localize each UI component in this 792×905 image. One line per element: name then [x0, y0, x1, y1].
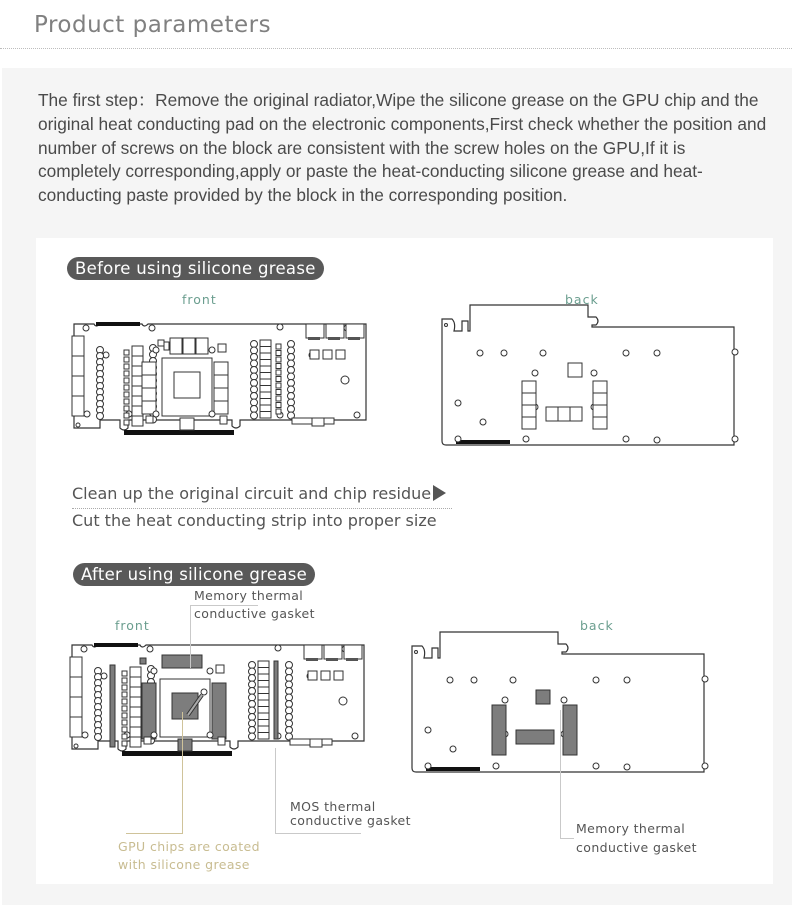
memory-chip [522, 393, 536, 405]
screw-hole [455, 400, 461, 406]
syringe-tip [201, 689, 207, 695]
component [321, 671, 330, 680]
memory-chip [183, 338, 195, 354]
memory-chip [522, 405, 536, 417]
screw-hole [275, 645, 281, 651]
mosfet [260, 347, 271, 354]
screw-hole [654, 437, 660, 443]
component [310, 739, 322, 747]
inductor [251, 399, 258, 406]
mosfet [130, 697, 141, 707]
power-connector-pins [306, 658, 318, 661]
after-front-label: front [115, 618, 150, 633]
after-back-label: back [580, 618, 614, 633]
memory-chip [214, 401, 228, 414]
pcie-connector [426, 767, 480, 771]
mosfet [132, 406, 143, 416]
memory-thermal-pad [536, 690, 550, 704]
mosfet [260, 412, 271, 419]
power-connector [304, 645, 322, 659]
screw-hole [593, 677, 599, 683]
pcie-bracket-tab [96, 322, 140, 326]
memory-chip [214, 388, 228, 401]
before-heading: Before using silicone grease [67, 257, 324, 280]
inductor [286, 720, 293, 727]
screw-hole [561, 697, 567, 703]
memory-chip [570, 407, 582, 421]
memory-chip [593, 405, 607, 417]
capacitor [122, 699, 127, 704]
inductor [249, 701, 256, 708]
memory-chip [593, 417, 607, 429]
component [216, 665, 224, 673]
mosfet [130, 707, 141, 717]
screw-hole [425, 727, 431, 733]
screw-hole [501, 350, 507, 356]
mosfet [260, 392, 271, 399]
capacitor [276, 403, 281, 408]
component [218, 737, 225, 745]
capacitor [276, 351, 281, 356]
inductor [288, 380, 295, 387]
inductor [288, 354, 295, 361]
callout-gpu-line2: with silicone grease [118, 857, 250, 872]
inductor [286, 688, 293, 695]
capacitor [122, 713, 127, 718]
mosfet [260, 405, 271, 412]
leader-line-memory-back-h [560, 838, 574, 839]
inductor [251, 354, 258, 361]
title-divider [0, 48, 792, 49]
capacitor [122, 720, 127, 725]
display-port [70, 717, 82, 737]
callout-mos-line1: MOS thermal [290, 799, 376, 814]
mosfet [132, 376, 143, 386]
inductor [251, 341, 258, 348]
screw-hole [81, 646, 87, 652]
capacitor [124, 364, 129, 369]
memory-thermal-pad [142, 683, 156, 739]
screw-hole [341, 376, 349, 384]
screw-hole [593, 763, 599, 769]
inductor [249, 688, 256, 695]
screw-hole [82, 732, 88, 738]
memory-chip [142, 375, 156, 388]
play-arrow-icon [433, 485, 446, 501]
capacitor [276, 344, 281, 349]
step-cut-strip: Cut the heat conducting strip into proper size [72, 511, 437, 530]
inductor [286, 662, 293, 669]
display-port [70, 657, 82, 677]
screw-hole [624, 764, 630, 770]
memory-chip [180, 418, 194, 430]
page-title: Product parameters [34, 12, 272, 38]
screw-hole [153, 347, 159, 353]
memory-chip [170, 338, 182, 354]
capacitor [276, 364, 281, 369]
display-port [72, 376, 84, 396]
inductor [249, 675, 256, 682]
mosfet [130, 677, 141, 687]
inductor [251, 347, 258, 354]
memory-chip [214, 375, 228, 388]
capacitor [124, 406, 129, 411]
inductor [286, 675, 293, 682]
screw-hole [147, 646, 153, 652]
inductor [288, 406, 295, 413]
screw-hole [702, 763, 708, 769]
inductor [288, 399, 295, 406]
capacitor [122, 727, 127, 732]
inductor [97, 413, 104, 420]
power-connector-pins [328, 337, 340, 340]
capacitor [124, 413, 129, 418]
mosfet [132, 396, 143, 406]
screw-hole [510, 677, 516, 683]
memory-chip [522, 381, 536, 393]
component [146, 416, 153, 423]
capacitor [276, 383, 281, 388]
callout-memory-front-line2: conductive gasket [194, 606, 315, 621]
screw-hole [153, 411, 159, 417]
screw-hole [209, 411, 215, 417]
capacitor [124, 399, 129, 404]
mosfet [260, 399, 271, 406]
step-clean-up-text: Clean up the original circuit and chip residue [72, 484, 432, 503]
screw-hole [654, 350, 660, 356]
power-connector-pins [346, 658, 358, 661]
power-connector [306, 324, 324, 338]
mosfet [132, 356, 143, 366]
screw-hole [209, 347, 215, 353]
component [164, 342, 169, 350]
mosfet [258, 661, 269, 668]
memory-chip [593, 381, 607, 393]
callout-gpu-line1: GPU chips are coated [118, 839, 260, 854]
screw-hole [84, 411, 90, 417]
inductor [288, 367, 295, 374]
mosfet [258, 694, 269, 701]
screw-hole [591, 370, 597, 376]
capacitor [276, 377, 281, 382]
mosfet [130, 717, 141, 727]
screw-hole [76, 423, 80, 427]
inductor [249, 694, 256, 701]
memory-pad-small [140, 658, 146, 664]
screw-hole [450, 746, 456, 752]
display-port [72, 336, 84, 356]
mosfet [132, 346, 143, 356]
inductor [288, 341, 295, 348]
capacitor [122, 734, 127, 739]
memory-chip [546, 407, 558, 421]
capacitor [124, 385, 129, 390]
callout-memory-back-line1: Memory thermal [576, 821, 686, 836]
intro-paragraph: The first step：Remove the original radiator,Wipe the silicone grease on the GPU chip and the original heat conducting pad on the electronic components,First check whether the position and number of screws on the block are consistent with the screw holes on the GPU,If it is completely corresponding,apply or paste the heat-conducting silicone grease and heat-conducting paste provided by the block in the corresponding position. [38, 90, 767, 206]
leader-line-mos [275, 748, 276, 833]
callout-memory-front-line1: Memory thermal [194, 588, 304, 603]
inductor [286, 727, 293, 734]
inductor [286, 714, 293, 721]
mosfet [258, 713, 269, 720]
inductor [251, 393, 258, 400]
capacitor [276, 409, 281, 414]
component [324, 418, 334, 424]
screw-hole [502, 697, 508, 703]
screw-hole [532, 370, 538, 376]
inductor [249, 727, 256, 734]
leader-line-gpu [182, 712, 183, 833]
component [323, 350, 332, 359]
leader-line-memory-back [560, 710, 561, 838]
screw-hole [732, 349, 738, 355]
pcie-connector [124, 430, 234, 435]
mosfet [258, 733, 269, 740]
mosfet [130, 727, 141, 737]
inductor [286, 668, 293, 675]
screw-hole [702, 676, 708, 682]
screw-hole [623, 436, 629, 442]
capacitor [122, 678, 127, 683]
before-back-label: back [565, 292, 599, 307]
mosfet [130, 667, 141, 677]
mosfet [258, 674, 269, 681]
inductor [286, 701, 293, 708]
pcb-back-before-diagram [440, 303, 736, 448]
component [312, 418, 324, 426]
leader-line-mos-h [275, 833, 361, 834]
power-connector-pins [308, 337, 320, 340]
capacitor [124, 357, 129, 362]
after-heading: After using silicone grease [73, 563, 315, 586]
capacitor [122, 741, 127, 746]
inductor [288, 386, 295, 393]
component [158, 340, 164, 346]
component [334, 671, 343, 680]
component [290, 739, 310, 745]
inductor [286, 681, 293, 688]
mosfet [260, 360, 271, 367]
inductor [251, 367, 258, 374]
memory-chip [142, 362, 156, 375]
inductor [251, 412, 258, 419]
screw-hole [83, 325, 89, 331]
mosfet [260, 373, 271, 380]
screw-hole [493, 763, 499, 769]
capacitor [122, 671, 127, 676]
display-port [70, 677, 82, 697]
memory-chip [593, 393, 607, 405]
component [144, 737, 151, 744]
mos-thermal-pad [274, 661, 278, 739]
inductor [249, 662, 256, 669]
inductor [288, 347, 295, 354]
screw-hole [477, 350, 483, 356]
capacitor [124, 371, 129, 376]
inductor [249, 720, 256, 727]
mosfet [258, 707, 269, 714]
inductor [288, 360, 295, 367]
pcie-connector [122, 751, 232, 756]
mosfet [258, 700, 269, 707]
mosfet [260, 340, 271, 347]
power-connector-pins [326, 658, 338, 661]
memory-thermal-pad [178, 739, 192, 751]
inductor [251, 386, 258, 393]
screw-hole [339, 697, 347, 705]
power-connector [346, 324, 364, 338]
mosfet [130, 737, 141, 747]
capacitor [276, 390, 281, 395]
inductor [251, 380, 258, 387]
display-port [72, 396, 84, 416]
memory-thermal-pad [563, 705, 577, 755]
inductor [249, 714, 256, 721]
memory-chip [142, 388, 156, 401]
callout-mos-line2: conductive gasket [290, 813, 411, 828]
screw-hole [623, 350, 629, 356]
mosfet [258, 726, 269, 733]
capacitor [122, 692, 127, 697]
memory-chip [522, 417, 536, 429]
mosfet [260, 386, 271, 393]
component [336, 350, 345, 359]
component [310, 350, 319, 359]
mosfet [260, 353, 271, 360]
inductor [249, 707, 256, 714]
screw-hole [523, 436, 529, 442]
screw-hole [354, 412, 360, 418]
memory-chip [568, 363, 582, 377]
screw-hole [480, 419, 486, 425]
capacitor [124, 392, 129, 397]
screw-hole [149, 325, 155, 331]
inductor [286, 707, 293, 714]
mosfet [132, 416, 143, 426]
inductor [251, 373, 258, 380]
capacitor [122, 706, 127, 711]
screw-hole [151, 668, 157, 674]
step-clean-up [72, 484, 446, 503]
capacitor [276, 370, 281, 375]
component [308, 671, 317, 680]
inductor [288, 393, 295, 400]
pcb-front-after-diagram [70, 643, 366, 777]
screw-hole [447, 677, 453, 683]
mosfet [258, 687, 269, 694]
leader-line-memory-front-h [190, 605, 258, 606]
inductor [251, 360, 258, 367]
capacitor [124, 350, 129, 355]
callout-gpu [118, 838, 260, 874]
screw-hole [471, 677, 477, 683]
callout-memory-back-line2: conductive gasket [576, 840, 697, 855]
mosfet [130, 687, 141, 697]
leader-line-memory-front [190, 605, 191, 668]
callout-memory-back [576, 819, 697, 857]
power-connector [324, 645, 342, 659]
pcie-bracket-tab [94, 643, 138, 647]
memory-thermal-pad [516, 730, 554, 744]
component [322, 739, 332, 745]
power-connector-pins [348, 337, 360, 340]
power-connector [344, 645, 362, 659]
capacitor [276, 357, 281, 362]
screw-hole [732, 436, 738, 442]
display-port [72, 356, 84, 376]
screw-hole [151, 732, 157, 738]
inductor [249, 668, 256, 675]
memory-chip [558, 407, 570, 421]
power-connector [326, 324, 344, 338]
inductor [95, 734, 102, 741]
memory-thermal-pad [162, 655, 202, 668]
mosfet [258, 681, 269, 688]
capacitor [122, 685, 127, 690]
leader-line-gpu-h [126, 833, 183, 834]
capacitor [124, 378, 129, 383]
screw-hole [455, 436, 461, 442]
inductor [249, 681, 256, 688]
pcie-connector [456, 440, 510, 444]
capacitor [276, 396, 281, 401]
memory-chip [214, 362, 228, 375]
screw-hole [415, 651, 418, 654]
mosfet [258, 668, 269, 675]
screw-hole [624, 677, 630, 683]
pcb-back-after-diagram [410, 630, 706, 775]
inductor [251, 406, 258, 413]
mosfet [260, 379, 271, 386]
screw-hole [425, 763, 431, 769]
screw-hole [207, 732, 213, 738]
inductor [249, 733, 256, 740]
memory-thermal-pad [492, 705, 506, 755]
component [220, 416, 227, 424]
screw-hole [207, 668, 213, 674]
memory-thermal-pad [212, 683, 226, 739]
component [292, 418, 312, 424]
screw-hole [352, 733, 358, 739]
memory-chip [196, 338, 208, 354]
screw-hole [277, 324, 283, 330]
component [218, 344, 226, 352]
screw-hole [445, 324, 448, 327]
mosfet [260, 366, 271, 373]
mosfet [132, 386, 143, 396]
screw-hole [74, 744, 78, 748]
inductor [288, 373, 295, 380]
before-front-label: front [182, 292, 217, 307]
screw-hole [540, 350, 546, 356]
capacitor [124, 420, 129, 425]
thermal-pad-strip [110, 665, 115, 747]
gpu-die [174, 372, 200, 398]
display-port [70, 697, 82, 717]
callout-mos [290, 800, 411, 828]
inductor [286, 694, 293, 701]
mosfet [258, 720, 269, 727]
pcb-front-before-diagram [72, 322, 368, 456]
step-divider [72, 508, 452, 509]
mosfet [132, 366, 143, 376]
